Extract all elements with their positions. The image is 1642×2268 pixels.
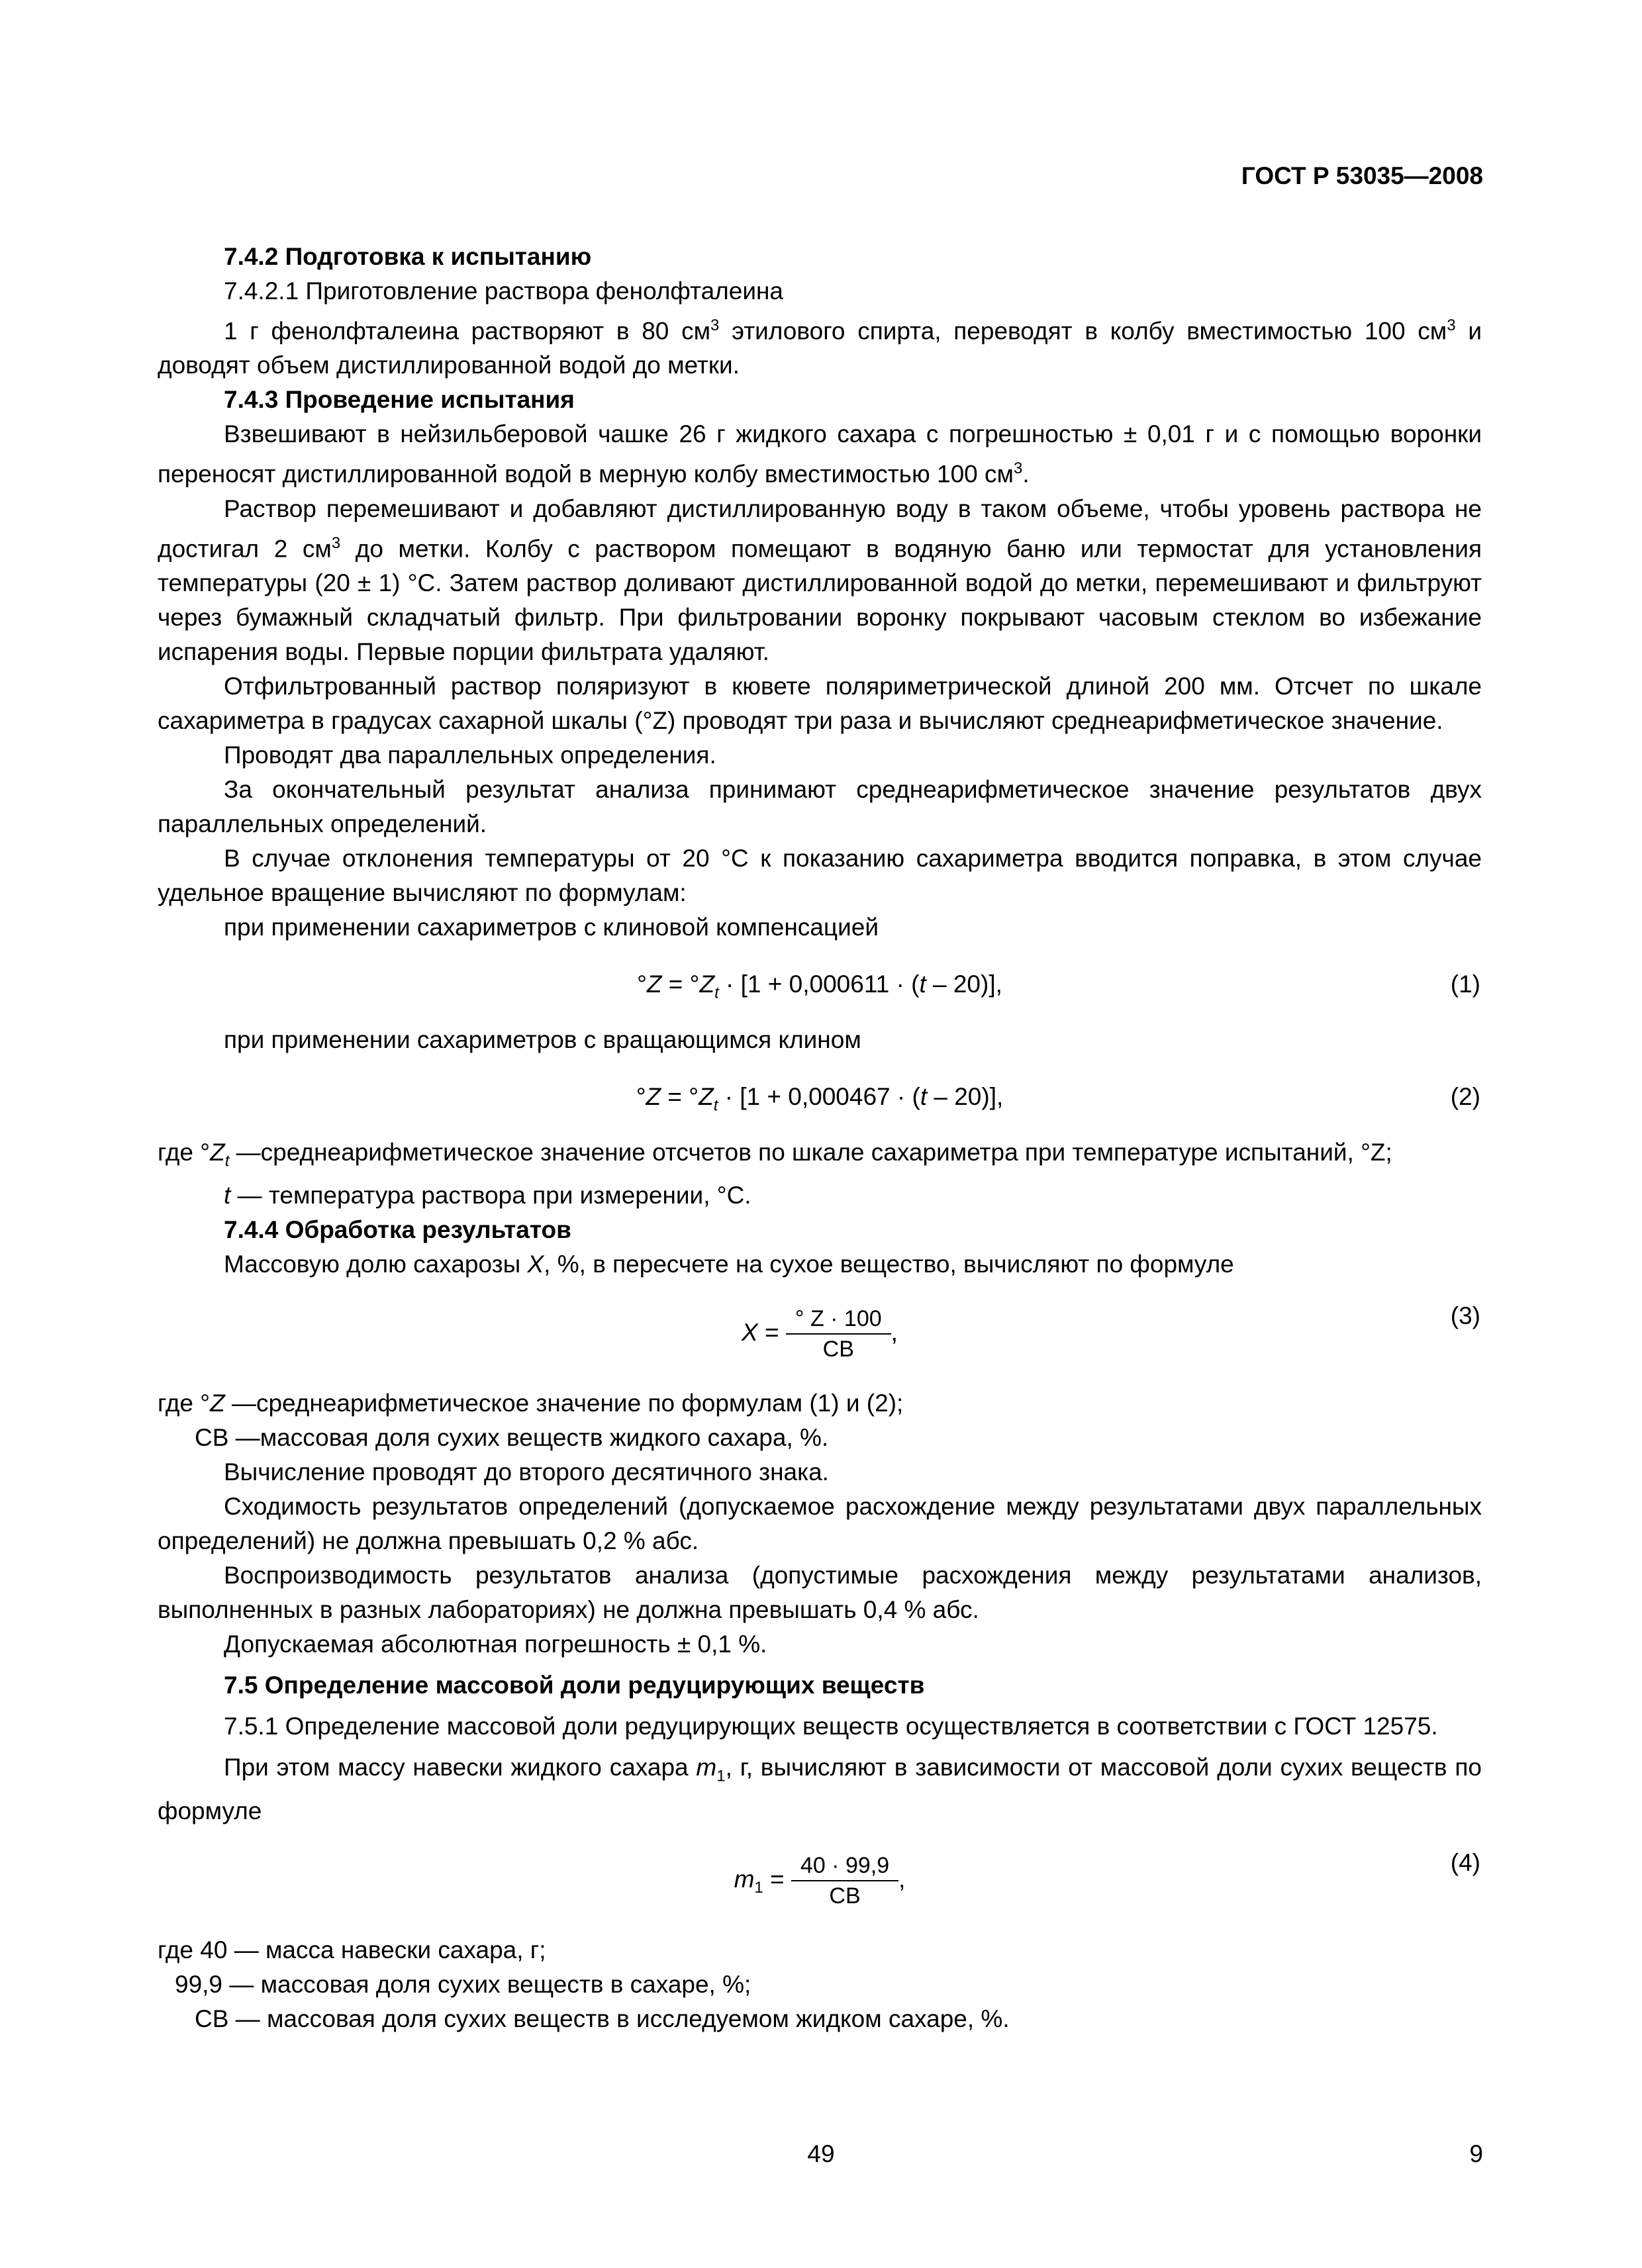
legend-item xyxy=(158,1421,1482,1455)
legend-item: СВ — массовая доля сухих веществ в исследуемом жидком сахаре, %. xyxy=(195,2005,1010,2032)
doc-code: ГОСТ Р 53035—2008 xyxy=(1241,162,1483,189)
footer-page-number-center: 49 xyxy=(807,2140,835,2167)
paragraph: при применении сахариметров с вращающимся клином xyxy=(224,1025,861,1053)
paragraph: Проводят два параллельных определения. xyxy=(224,741,716,769)
legend-list xyxy=(158,1135,1482,1213)
paragraph: Массовую долю сахарозы X, %, в пересчете на сухое вещество, вычисляют по формуле xyxy=(224,1251,1234,1278)
legend-term: t — температура раствора при измерении, °С. xyxy=(224,1182,751,1209)
formula-expression: $^\circ Z = ^\circ Z_t \cdot [1 + 0,000611 \cdot (t - 20)]$, xyxy=(637,970,1002,1002)
legend-item xyxy=(158,1386,1482,1421)
legend-item xyxy=(158,1135,1482,1178)
paragraph: Раствор перемешивают и добавляют дистиллированную воду в таком объеме, чтобы уровень раствора не достигал 2 $см^3$ до метки. Колбу с раствором помещают в водяную баню или термостат для установления температуры (20 ± 1) °С. Затем раствор доливают дистиллированной водой до метки, перемешивают и фильтруют через бумажный складчатый фильтр. При фильтровании воронку покрывают часовым стеклом во избежание испарения воды. Первые порции фильтрата удаляют. xyxy=(158,495,1482,665)
paragraph: при применении сахариметров с клиновой компенсацией xyxy=(224,913,879,941)
fraction: $\frac{^\circ Z \cdot 100}{СВ}$ xyxy=(786,1304,891,1364)
formula-expression: X = $\frac{^\circ Z \cdot 100}{СВ}$ , xyxy=(158,1304,1482,1364)
legend-term: где °Z — xyxy=(158,1390,256,1417)
subsection-heading-7421: 7.4.2.1 Приготовление раствора фенолфталеина xyxy=(224,277,784,305)
formula-number: (2) xyxy=(1450,1082,1480,1110)
legend-term: СВ — xyxy=(195,1424,260,1452)
formula-number: (1) xyxy=(1450,970,1480,998)
legend-item xyxy=(158,1178,1482,1213)
page-body xyxy=(158,240,1482,2036)
paragraph: Вычисление проводят до второго десятичного знака. xyxy=(224,1458,829,1486)
formula-1 xyxy=(158,963,1482,1010)
paragraph: Допускаемая абсолютная погрешность ± 0,1 %. xyxy=(224,1630,767,1658)
formula-expression: $m_1$ = $\frac{40 \cdot 99,9}{СВ}$ , xyxy=(158,1851,1482,1911)
formula-3 xyxy=(158,1295,1482,1374)
legend-item: 99,9 — массовая доля сухих веществ в сахаре, %; xyxy=(175,1970,751,1998)
legend-definition: среднеарифметическое значение по формулам (1) и (2); xyxy=(256,1390,904,1417)
paragraph: За окончательный результат анализа принимают среднеарифметическое значение результатов двух параллельных определений. xyxy=(158,775,1482,837)
paragraph: 1 г фенолфталеина растворяют в 80 $см^3$ этилового спирта, переводят в колбу вместимостью 100 $см^3$ и доводят объем дистиллированной водой до метки. xyxy=(158,316,1482,379)
paragraph: 7.5.1 Определение массовой доли редуцирующих веществ осуществляется в соответствии с ГОСТ 12575. xyxy=(224,1713,1438,1740)
legend-term: где $^\circ Z_t$ — xyxy=(158,1138,261,1170)
footer-page-number-right: 9 xyxy=(1469,2140,1483,2167)
section-heading-744: 7.4.4 Обработка результатов xyxy=(224,1216,571,1244)
paragraph: Отфильтрованный раствор поляризуют в кювете поляриметрической длиной 200 мм. Отсчет по шкале сахариметра в градусах сахарной шкалы (°Z) проводят три раза и вычисляют среднеарифметическое значение. xyxy=(158,672,1482,734)
fraction: $\frac{40 \cdot 99,9}{СВ}$ xyxy=(791,1851,898,1911)
formula-4 xyxy=(158,1842,1482,1921)
paragraph: Сходимость результатов определений (допускаемое расхождение между результатами двух параллельных определений) не должна превышать 0,2 % абс. xyxy=(158,1493,1482,1555)
section-heading-743: 7.4.3 Проведение испытания xyxy=(224,386,575,414)
legend-definition: массовая доля сухих веществ жидкого сахара, %. xyxy=(260,1424,829,1452)
section-heading-75: 7.5 Определение массовой доли редуцирующих веществ xyxy=(224,1672,925,1699)
legend-item: где 40 — масса навески сахара, г; xyxy=(158,1936,546,1963)
formula-number: (4) xyxy=(1450,1848,1480,1876)
legend-definition: среднеарифметическое значение отсчетов по шкале сахариметра при температуре испытаний, °Z; xyxy=(260,1138,1392,1166)
legend-list xyxy=(158,1933,1482,2036)
section-heading-742: 7.4.2 Подготовка к испытанию xyxy=(224,243,592,270)
legend-list xyxy=(158,1386,1482,1455)
paragraph: При этом массу навески жидкого сахара $m_1$, г, вычисляют в зависимости от массовой доли сухих веществ по формуле xyxy=(158,1754,1482,1824)
paragraph: Взвешивают в нейзильберовой чашке 26 г жидкого сахара с погрешностью ± 0,01 г и с помощью воронки переносят дистиллированной водой в мерную колбу вместимостью 100 $см^3$. xyxy=(158,420,1482,488)
paragraph: Воспроизводимость результатов анализа (допустимые расхождения между результатами анализов, выполненных в разных лабораториях) не должна превышать 0,4 % абс. xyxy=(158,1562,1482,1624)
paragraph: В случае отклонения температуры от 20 °С к показанию сахариметра вводится поправка, в этом случае удельное вращение вычисляют по формулам: xyxy=(158,844,1482,906)
formula-expression: $^\circ Z = ^\circ Z_t \cdot [1 + 0,000467 \cdot (t - 20)]$, xyxy=(636,1082,1004,1115)
formula-number: (3) xyxy=(1450,1302,1480,1330)
formula-2 xyxy=(158,1076,1482,1122)
